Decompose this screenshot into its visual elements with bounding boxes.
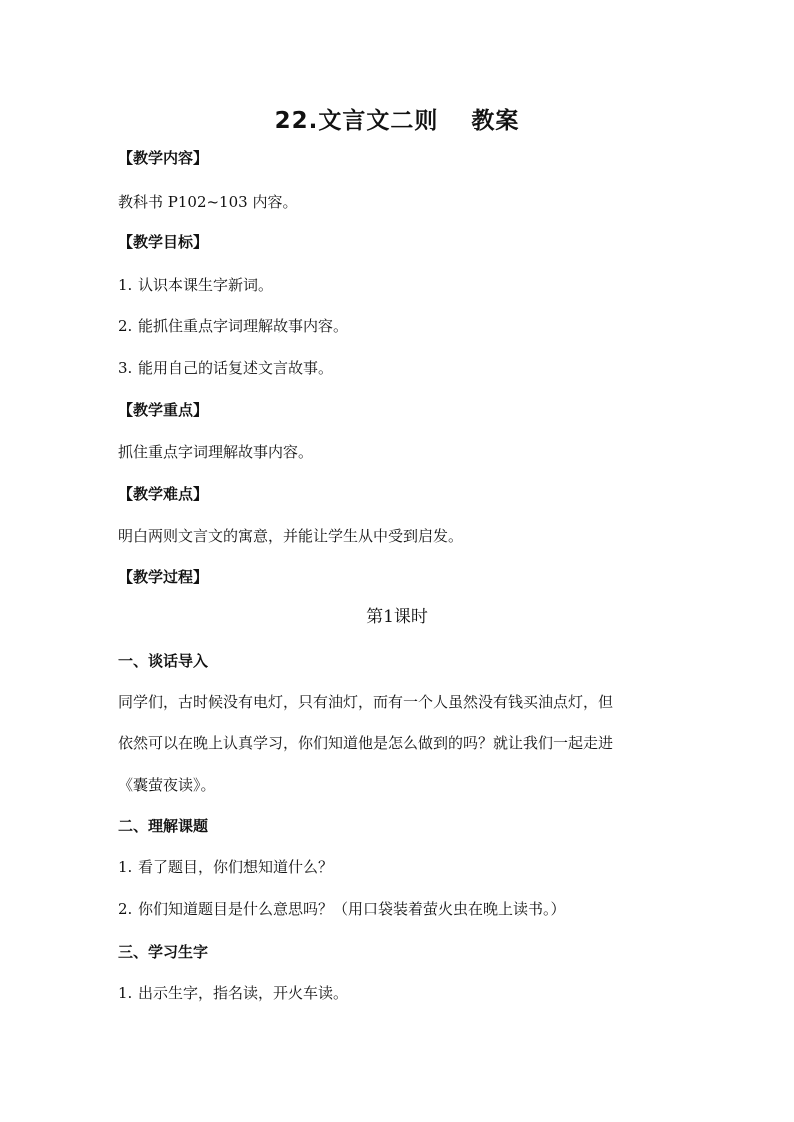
- part1-paragraph-line: 依然可以在晚上认真学习，你们知道他是怎么做到的吗？就让我们一起走进: [118, 734, 614, 752]
- document-title: 22.文言文二则 教案: [274, 108, 520, 134]
- goal-number: 2.: [118, 317, 133, 335]
- teaching-process-heading: 【教学过程】: [118, 568, 209, 586]
- part2-item-number: 2.: [118, 900, 133, 918]
- teaching-difficulty-text: 明白两则文言文的寓意，并能让学生从中受到启发。: [118, 527, 464, 545]
- teaching-content-heading: 【教学内容】: [118, 149, 209, 167]
- part1-paragraph-line: 《囊萤夜读》。: [118, 776, 216, 794]
- goal-text: 能用自己的话复述文言故事。: [138, 359, 334, 377]
- part3-item-text: 出示生字，指名读，开火车读。: [138, 984, 349, 1002]
- part3-item-number: 1.: [118, 984, 133, 1002]
- part2-item-text: 你们知道题目是什么意思吗？（用口袋装着萤火虫在晚上读书。）: [138, 900, 566, 918]
- goal-item: [118, 275, 718, 295]
- teaching-key-text: 抓住重点字词理解故事内容。: [118, 443, 314, 461]
- part3-heading: 三、学习生字: [118, 943, 209, 961]
- part2-heading: 二、理解课题: [118, 817, 209, 835]
- teaching-difficulty-heading: 【教学难点】: [118, 485, 209, 503]
- teaching-key-heading: 【教学重点】: [118, 401, 209, 419]
- part2-item-text: 看了题目，你们想知道什么？: [138, 858, 334, 876]
- goal-text: 能抓住重点字词理解故事内容。: [138, 317, 349, 335]
- part1-heading: 一、谈话导入: [118, 652, 209, 670]
- session-title: 第1课时: [366, 607, 428, 627]
- goal-text: 认识本课生字新词。: [138, 276, 274, 294]
- goal-item: [118, 358, 718, 378]
- part2-item: [118, 857, 718, 877]
- goal-item: [118, 316, 718, 336]
- part2-item-number: 1.: [118, 858, 133, 876]
- part3-item: [118, 983, 718, 1003]
- teaching-content-text: 教科书 P102~103 内容。: [118, 193, 298, 211]
- teaching-goals-heading: 【教学目标】: [118, 233, 209, 251]
- goal-number: 1.: [118, 276, 133, 294]
- part2-item: [118, 899, 718, 919]
- goal-number: 3.: [118, 359, 133, 377]
- part1-paragraph-line: 同学们，古时候没有电灯，只有油灯，而有一个人虽然没有钱买油点灯，但: [118, 693, 614, 711]
